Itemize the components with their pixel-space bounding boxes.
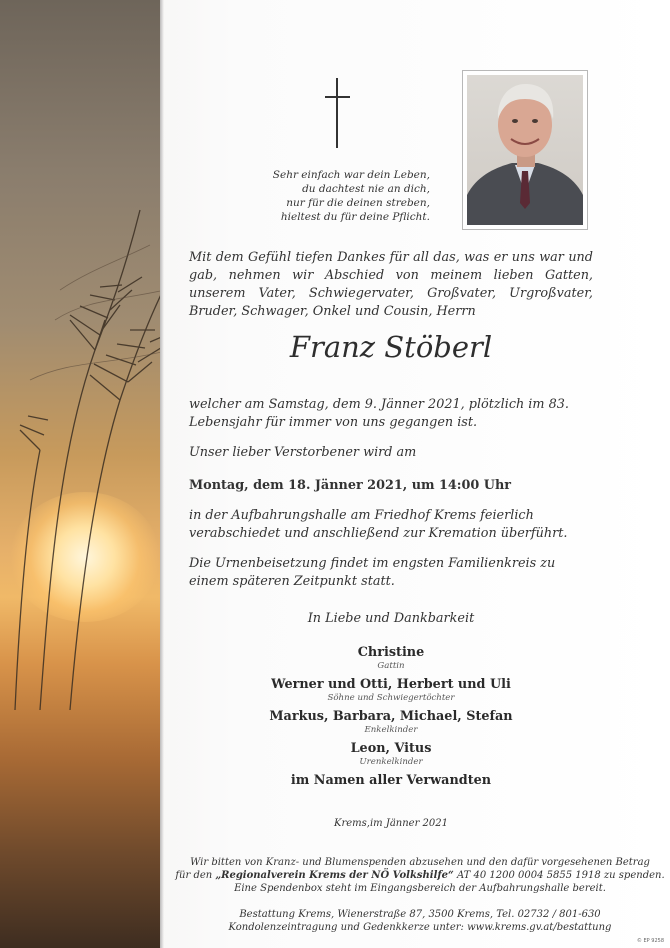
donation-account: AT 40 1200 0004 5855 1918 zu spenden. [453,870,665,881]
urn-burial-note: Die Urnenbeisetzung findet im engsten Familienkreis zu einem späteren Zeitpunkt statt. [189,556,556,589]
deceased-name: Franz Stöberl [289,330,493,364]
cross-icon [325,78,350,148]
closing-phrase: In Liebe und Dankbarkeit [307,611,475,626]
donation-line: Eine Spendenbox steht im Eingangsbereich der Aufbahrungshalle bereit. [234,883,606,894]
mourner-names: Christine [357,645,425,660]
mourner-relation: Söhne und Schwiegertöchter [327,693,455,703]
verse-line: du dachtest nie an dich, [302,183,430,195]
donation-organization: „Regionalverein Krems der NÖ Volkshilfe“ [215,870,454,881]
undertaker-address: Bestattung Krems, Wienerstraße 87, 3500 Krems, Tel. 02732 / 801-630 [239,909,601,920]
mourner-relation: Gattin [377,661,405,671]
form-code: © EP 9258 [636,938,664,944]
donation-line [175,869,665,882]
death-notice: welcher am Samstag, dem 9. Jänner 2021, plötzlich im 83. Lebensjahr für immer von uns gegangen ist. [189,397,569,430]
mourner-relation: Enkelkinder [364,725,418,735]
undertaker-info [175,908,665,934]
verse-line: nur für die deinen streben, [286,197,430,209]
strip-shadow [160,0,164,948]
donation-note [175,856,665,895]
farewell-place: in der Aufbahrungshalle am Friedhof Krems feierlich verabschiedet und anschließend zur Kremation überführt. [189,508,568,541]
portrait-figure [467,75,583,225]
farewell-date: Montag, dem 18. Jänner 2021, um 14:00 Uhr [189,478,511,493]
mourners-list [189,645,593,789]
donation-line: Wir bitten von Kranz- und Blumenspenden abzusehen und den dafür vorgesehenen Betrag [190,857,650,868]
portrait-photo [462,70,588,230]
verse-line: hieltest du für deine Pflicht. [280,211,430,223]
intro-text: Mit dem Gefühl tiefen Dankes für all das, was er uns war und gab, nehmen wir Abschied von meinem lieben Gatten, unserem Vater, Schwiegervater, Großvater, Urgroßvater, Bruder, Schwager, Onkel und Cousin, Herrn [189,250,593,319]
farewell-intro: Unser lieber Verstorbener wird am [189,445,417,460]
verse-line: Sehr einfach war dein Leben, [272,169,430,181]
mourners-all-relatives: im Namen aller Verwandten [290,773,492,788]
place-date: Krems,im Jänner 2021 [334,818,448,829]
sunset-grass-photo [0,0,160,948]
mourner-names: Markus, Barbara, Michael, Stefan [269,709,513,724]
donation-pre: für den [175,870,216,881]
mourner-names: Leon, Vitus [350,741,432,756]
memorial-verse [250,168,430,224]
mourner-names: Werner und Otti, Herbert und Uli [271,677,511,692]
grass-silhouette [0,150,160,710]
undertaker-web: Kondolenzeintragung und Gedenkkerze unter: www.krems.gv.at/bestattung [228,922,612,933]
mourner-relation: Urenkelkinder [359,757,423,767]
obituary-content [175,0,665,948]
